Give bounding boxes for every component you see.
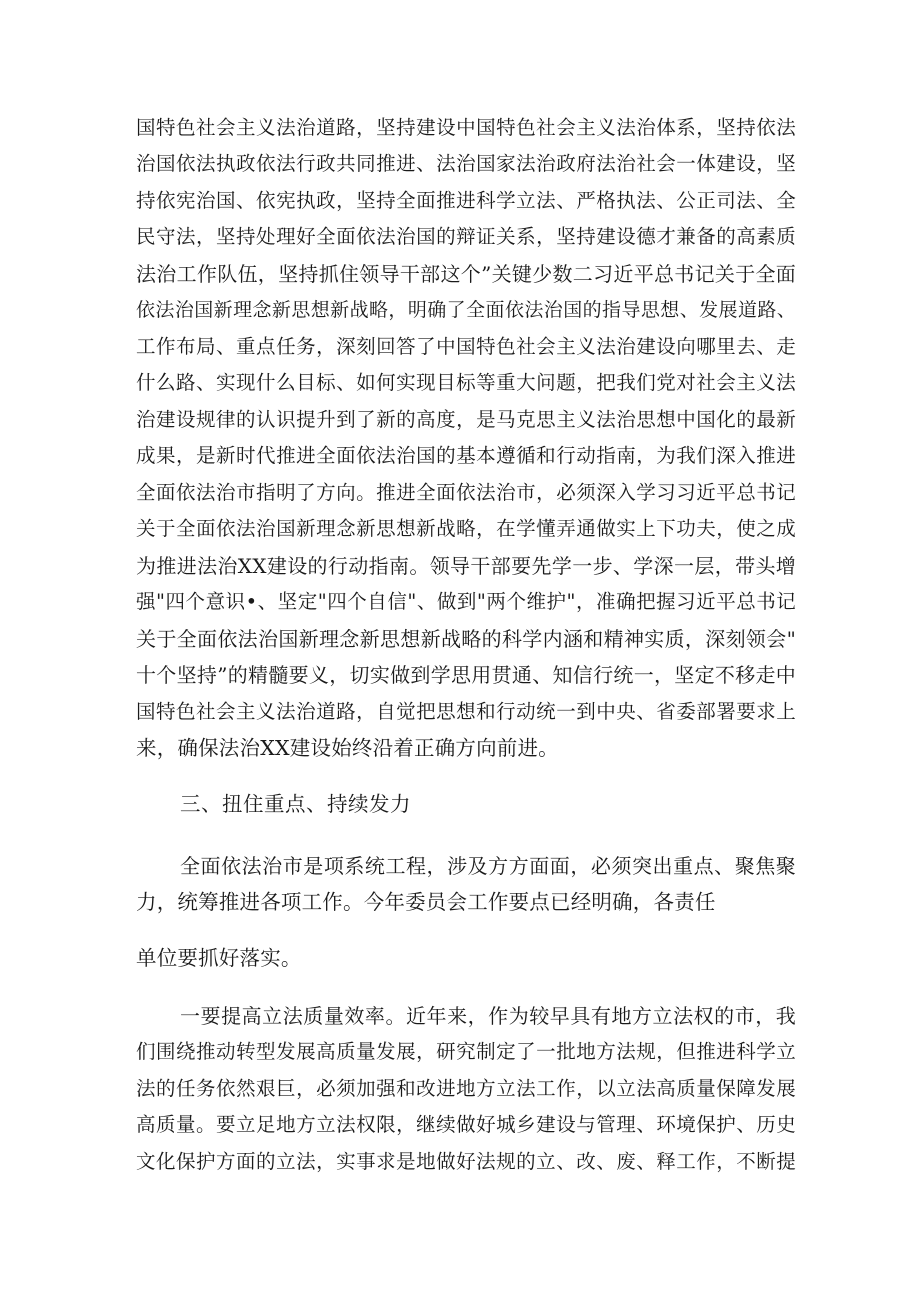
- paragraph-line: 全面依法治市指明了方向。推进全面依法治市，必须深入学习习近平总书记: [136, 481, 796, 504]
- paragraph-line: 持依宪治国、依宪执政，坚持全面推进科学立法、严格执法、公正司法、全: [136, 189, 796, 212]
- paragraph-line: 高质量。要立足地方立法权限，继续做好城乡建设与管理、环境保护、历史: [136, 1113, 796, 1136]
- paragraph-line: 成果，是新时代推进全面依法治国的基本遵循和行动指南，为我们深入推进: [136, 444, 796, 467]
- paragraph-line: 国特色社会主义法治道路，坚持建设中国特色社会主义法治体系，坚持依法: [136, 116, 796, 139]
- paragraph-line: 为推进法治XX建设的行动指南。领导干部要先学一步、学深一层，带头增: [136, 554, 796, 578]
- paragraph-line: 什么路、实现什么目标、如何实现目标等重大问题，把我们党对社会主义法: [136, 371, 796, 394]
- paragraph-line: 来，确保法治XX建设始终沿着正确方向前进。: [136, 736, 559, 760]
- paragraph-line: 力，统筹推进各项工作。今年委员会工作要点已经明确，各责任: [136, 890, 716, 914]
- paragraph-line: 法治工作队伍，坚持抓住领导干部这个”关键少数二习近平总书记关于全面: [136, 262, 796, 286]
- paragraph-line: 关于全面依法治国新理念新思想新战略的科学内涵和精神实质，深刻领会": [136, 627, 796, 651]
- paragraph-line: 全面依法治市是项系统工程，涉及方方面面，必须突出重点、聚焦聚: [180, 854, 796, 878]
- paragraph-line: 法的任务依然艰巨，必须加强和改进地方立法工作，以立法高质量保障发展: [136, 1077, 796, 1100]
- paragraph-line: 工作布局、重点任务，深刻回答了中国特色社会主义法治建设向哪里去、走: [136, 335, 796, 358]
- paragraph-line: 单位要抓好落实。: [136, 946, 302, 970]
- section-heading: 三、扭住重点、持续发力: [180, 792, 411, 816]
- paragraph-line: 关于全面依法治国新理念新思想新战略，在学懂弄通做实上下功夫，使之成: [136, 517, 796, 540]
- paragraph-line: 治建设规律的认识提升到了新的高度，是马克思主义法治思想中国化的最新: [136, 408, 796, 431]
- paragraph-line: 治国依法执政依法行政共同推进、法治国家法治政府法治社会一体建设，坚: [136, 152, 796, 175]
- paragraph-line: 强"四个意识•、坚定"四个自信"、做到"两个维护"，准确把握习近平总书记: [136, 590, 796, 613]
- paragraph-line: 民守法，坚持处理好全面依法治国的辩证关系，坚持建设德才兼备的高素质: [136, 225, 796, 248]
- paragraph-line: 十个坚持”的精髓要义，切实做到学思用贯通、知信行统一，坚定不移走中: [136, 663, 796, 687]
- paragraph-line: 依法治国新理念新思想新战略，明确了全面依法治国的指导思想、发展道路、: [136, 299, 796, 321]
- paragraph-line: 文化保护方面的立法，实事求是地做好法规的立、改、废、释工作，不断提: [136, 1150, 796, 1173]
- paragraph-line: 国特色社会主义法治道路，自觉把思想和行动统一到中央、省委部署要求上: [136, 700, 796, 723]
- paragraph-line: 们围绕推动转型发展高质量发展，研究制定了一批地方法规，但推进科学立: [136, 1040, 796, 1063]
- paragraph-line: 一要提高立法质量效率。近年来，作为较早具有地方立法权的市，我: [180, 1004, 796, 1028]
